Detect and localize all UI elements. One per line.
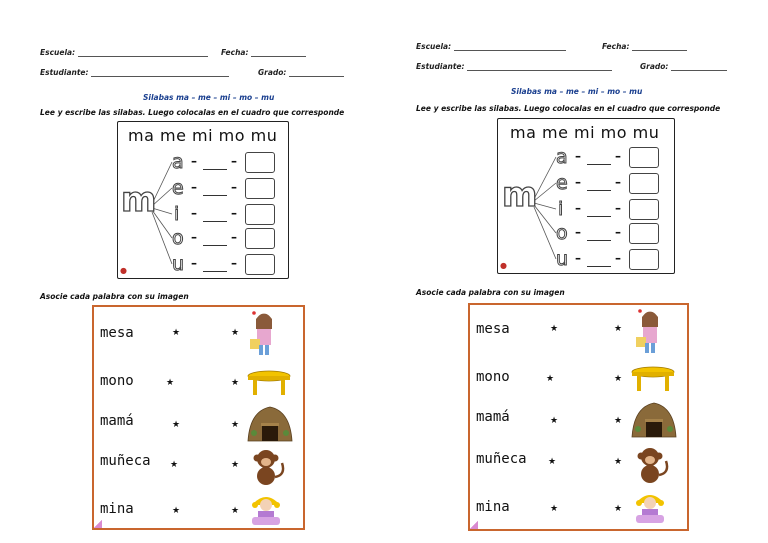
syllable-mo: mo bbox=[600, 123, 628, 142]
dash: – bbox=[231, 256, 237, 270]
school-field bbox=[416, 42, 566, 51]
syllable-mu: mu bbox=[250, 126, 278, 145]
syllable-me: me bbox=[541, 123, 569, 142]
student-line[interactable] bbox=[467, 62, 612, 71]
dash: – bbox=[231, 154, 237, 168]
dash: – bbox=[231, 180, 237, 194]
instruction-read-write: Lee y escribe las silabas. Luego colocalas en el cuadro que corresponde bbox=[416, 104, 721, 113]
school-line[interactable] bbox=[78, 48, 208, 57]
table-picture bbox=[246, 369, 292, 397]
instruction-match: Asocie cada palabra con su imagen bbox=[40, 292, 189, 301]
star-right[interactable]: ★ bbox=[231, 328, 240, 338]
grade-line[interactable] bbox=[671, 62, 727, 71]
word-muneca: muñeca bbox=[476, 451, 527, 467]
dash: – bbox=[575, 149, 581, 163]
dash: – bbox=[575, 251, 581, 265]
word-mina: mina bbox=[476, 499, 510, 515]
blank-line[interactable] bbox=[203, 245, 227, 246]
school-line[interactable] bbox=[454, 42, 566, 51]
instruction-read-write: Lee y escribe las silabas. Luego colocalas en el cuadro que corresponde bbox=[40, 108, 345, 117]
student-label: Estudiante: bbox=[40, 68, 89, 77]
syllable-box bbox=[497, 118, 675, 274]
syllable-me: me bbox=[159, 126, 187, 145]
grade-line[interactable] bbox=[289, 68, 344, 77]
school-label: Escuela: bbox=[40, 48, 76, 57]
date-field bbox=[221, 48, 306, 57]
page-corner bbox=[94, 520, 102, 528]
grade-label: Grado: bbox=[640, 62, 669, 71]
vowel-u: u bbox=[556, 248, 569, 270]
star-left[interactable]: ★ bbox=[546, 374, 555, 384]
blank-line[interactable] bbox=[587, 240, 611, 241]
mine-picture bbox=[246, 403, 294, 443]
answer-box[interactable] bbox=[245, 152, 275, 173]
grade-field bbox=[640, 62, 727, 71]
star-right[interactable]: ★ bbox=[614, 374, 623, 384]
grade-label: Grado: bbox=[258, 68, 287, 77]
blank-line[interactable] bbox=[587, 266, 611, 267]
word-mama: mamá bbox=[100, 413, 134, 429]
syllable-ma: ma bbox=[128, 126, 155, 145]
blank-line[interactable] bbox=[203, 221, 227, 222]
dash: – bbox=[191, 180, 197, 194]
big-letter-m: m bbox=[502, 175, 538, 215]
dash: – bbox=[615, 149, 621, 163]
vowel-e: e bbox=[556, 172, 568, 194]
star-left[interactable]: ★ bbox=[170, 460, 179, 470]
date-line[interactable] bbox=[632, 42, 687, 51]
student-line[interactable] bbox=[91, 68, 229, 77]
student-field bbox=[40, 68, 229, 77]
star-left[interactable]: ★ bbox=[172, 328, 181, 338]
page-corner bbox=[470, 521, 478, 529]
date-line[interactable] bbox=[251, 48, 306, 57]
syllable-mi: mi bbox=[574, 123, 596, 142]
star-right[interactable]: ★ bbox=[231, 460, 240, 470]
vowel-e: e bbox=[172, 177, 184, 199]
answer-box[interactable] bbox=[629, 199, 659, 220]
syllable-box bbox=[117, 121, 289, 279]
blank-line[interactable] bbox=[203, 195, 227, 196]
grade-field bbox=[258, 68, 344, 77]
table-picture bbox=[630, 365, 676, 393]
matching-box bbox=[92, 305, 305, 530]
dash: – bbox=[231, 206, 237, 220]
word-mono: mono bbox=[100, 373, 134, 389]
school-label: Escuela: bbox=[416, 42, 452, 51]
word-mesa: mesa bbox=[100, 325, 134, 341]
date-label: Fecha: bbox=[602, 42, 630, 51]
girl-picture bbox=[630, 307, 670, 355]
star-left[interactable]: ★ bbox=[172, 506, 181, 516]
star-right[interactable]: ★ bbox=[614, 324, 623, 334]
word-mesa: mesa bbox=[476, 321, 510, 337]
worksheet-right bbox=[384, 0, 768, 543]
word-mono: mono bbox=[476, 369, 510, 385]
answer-box[interactable] bbox=[245, 228, 275, 249]
school-field bbox=[40, 48, 208, 57]
vowel-i: i bbox=[174, 203, 180, 225]
syllable-mu: mu bbox=[632, 123, 660, 142]
star-left[interactable]: ★ bbox=[550, 416, 559, 426]
subtitle: Silabas ma – me – mi – mo – mu bbox=[143, 93, 275, 102]
answer-box[interactable] bbox=[629, 223, 659, 244]
dash: – bbox=[191, 206, 197, 220]
student-field bbox=[416, 62, 612, 71]
apple-icon: ● bbox=[500, 261, 507, 270]
syllable-mo: mo bbox=[218, 126, 246, 145]
dash: – bbox=[615, 175, 621, 189]
star-right[interactable]: ★ bbox=[614, 416, 623, 426]
dash: – bbox=[191, 230, 197, 244]
vowel-o: o bbox=[556, 222, 568, 244]
doll-picture bbox=[630, 491, 670, 525]
big-letter-m: m bbox=[121, 180, 157, 220]
dash: – bbox=[575, 201, 581, 215]
dash: – bbox=[575, 225, 581, 239]
dash: – bbox=[615, 201, 621, 215]
star-right[interactable]: ★ bbox=[614, 504, 623, 514]
vowel-i: i bbox=[558, 198, 564, 220]
instruction-match: Asocie cada palabra con su imagen bbox=[416, 288, 565, 297]
star-left[interactable]: ★ bbox=[172, 420, 181, 430]
monkey-picture bbox=[632, 445, 672, 485]
dash: – bbox=[191, 256, 197, 270]
dash: – bbox=[615, 251, 621, 265]
answer-box[interactable] bbox=[245, 254, 275, 275]
star-right[interactable]: ★ bbox=[231, 420, 240, 430]
vowel-a: a bbox=[172, 151, 184, 173]
mine-picture bbox=[630, 399, 678, 439]
answer-box[interactable] bbox=[629, 147, 659, 168]
monkey-picture bbox=[248, 447, 288, 487]
word-mama: mamá bbox=[476, 409, 510, 425]
word-muneca: muñeca bbox=[100, 453, 151, 469]
dash: – bbox=[191, 154, 197, 168]
answer-box[interactable] bbox=[245, 178, 275, 199]
star-left[interactable]: ★ bbox=[166, 378, 175, 388]
apple-icon: ● bbox=[120, 266, 127, 275]
vowel-o: o bbox=[172, 227, 184, 249]
answer-box[interactable] bbox=[629, 249, 659, 270]
word-mina: mina bbox=[100, 501, 134, 517]
matching-box bbox=[468, 303, 689, 531]
star-left[interactable]: ★ bbox=[550, 324, 559, 334]
dash: – bbox=[575, 175, 581, 189]
syllable-mi: mi bbox=[192, 126, 214, 145]
star-right[interactable]: ★ bbox=[614, 457, 623, 467]
student-label: Estudiante: bbox=[416, 62, 465, 71]
star-left[interactable]: ★ bbox=[548, 457, 557, 467]
date-label: Fecha: bbox=[221, 48, 249, 57]
blank-line[interactable] bbox=[587, 216, 611, 217]
dash: – bbox=[231, 230, 237, 244]
answer-box[interactable] bbox=[245, 204, 275, 225]
vowel-a: a bbox=[556, 146, 568, 168]
answer-box[interactable] bbox=[629, 173, 659, 194]
blank-line[interactable] bbox=[203, 169, 227, 170]
dash: – bbox=[615, 225, 621, 239]
star-right[interactable]: ★ bbox=[231, 506, 240, 516]
syllable-ma: ma bbox=[510, 123, 537, 142]
blank-line[interactable] bbox=[203, 271, 227, 272]
star-right[interactable]: ★ bbox=[231, 378, 240, 388]
subtitle: Silabas ma – me – mi – mo – mu bbox=[511, 87, 643, 96]
date-field bbox=[602, 42, 687, 51]
blank-line[interactable] bbox=[587, 164, 611, 165]
vowel-u: u bbox=[172, 253, 185, 275]
star-left[interactable]: ★ bbox=[550, 504, 559, 514]
doll-picture bbox=[246, 493, 286, 527]
girl-picture bbox=[244, 309, 284, 357]
blank-line[interactable] bbox=[587, 190, 611, 191]
